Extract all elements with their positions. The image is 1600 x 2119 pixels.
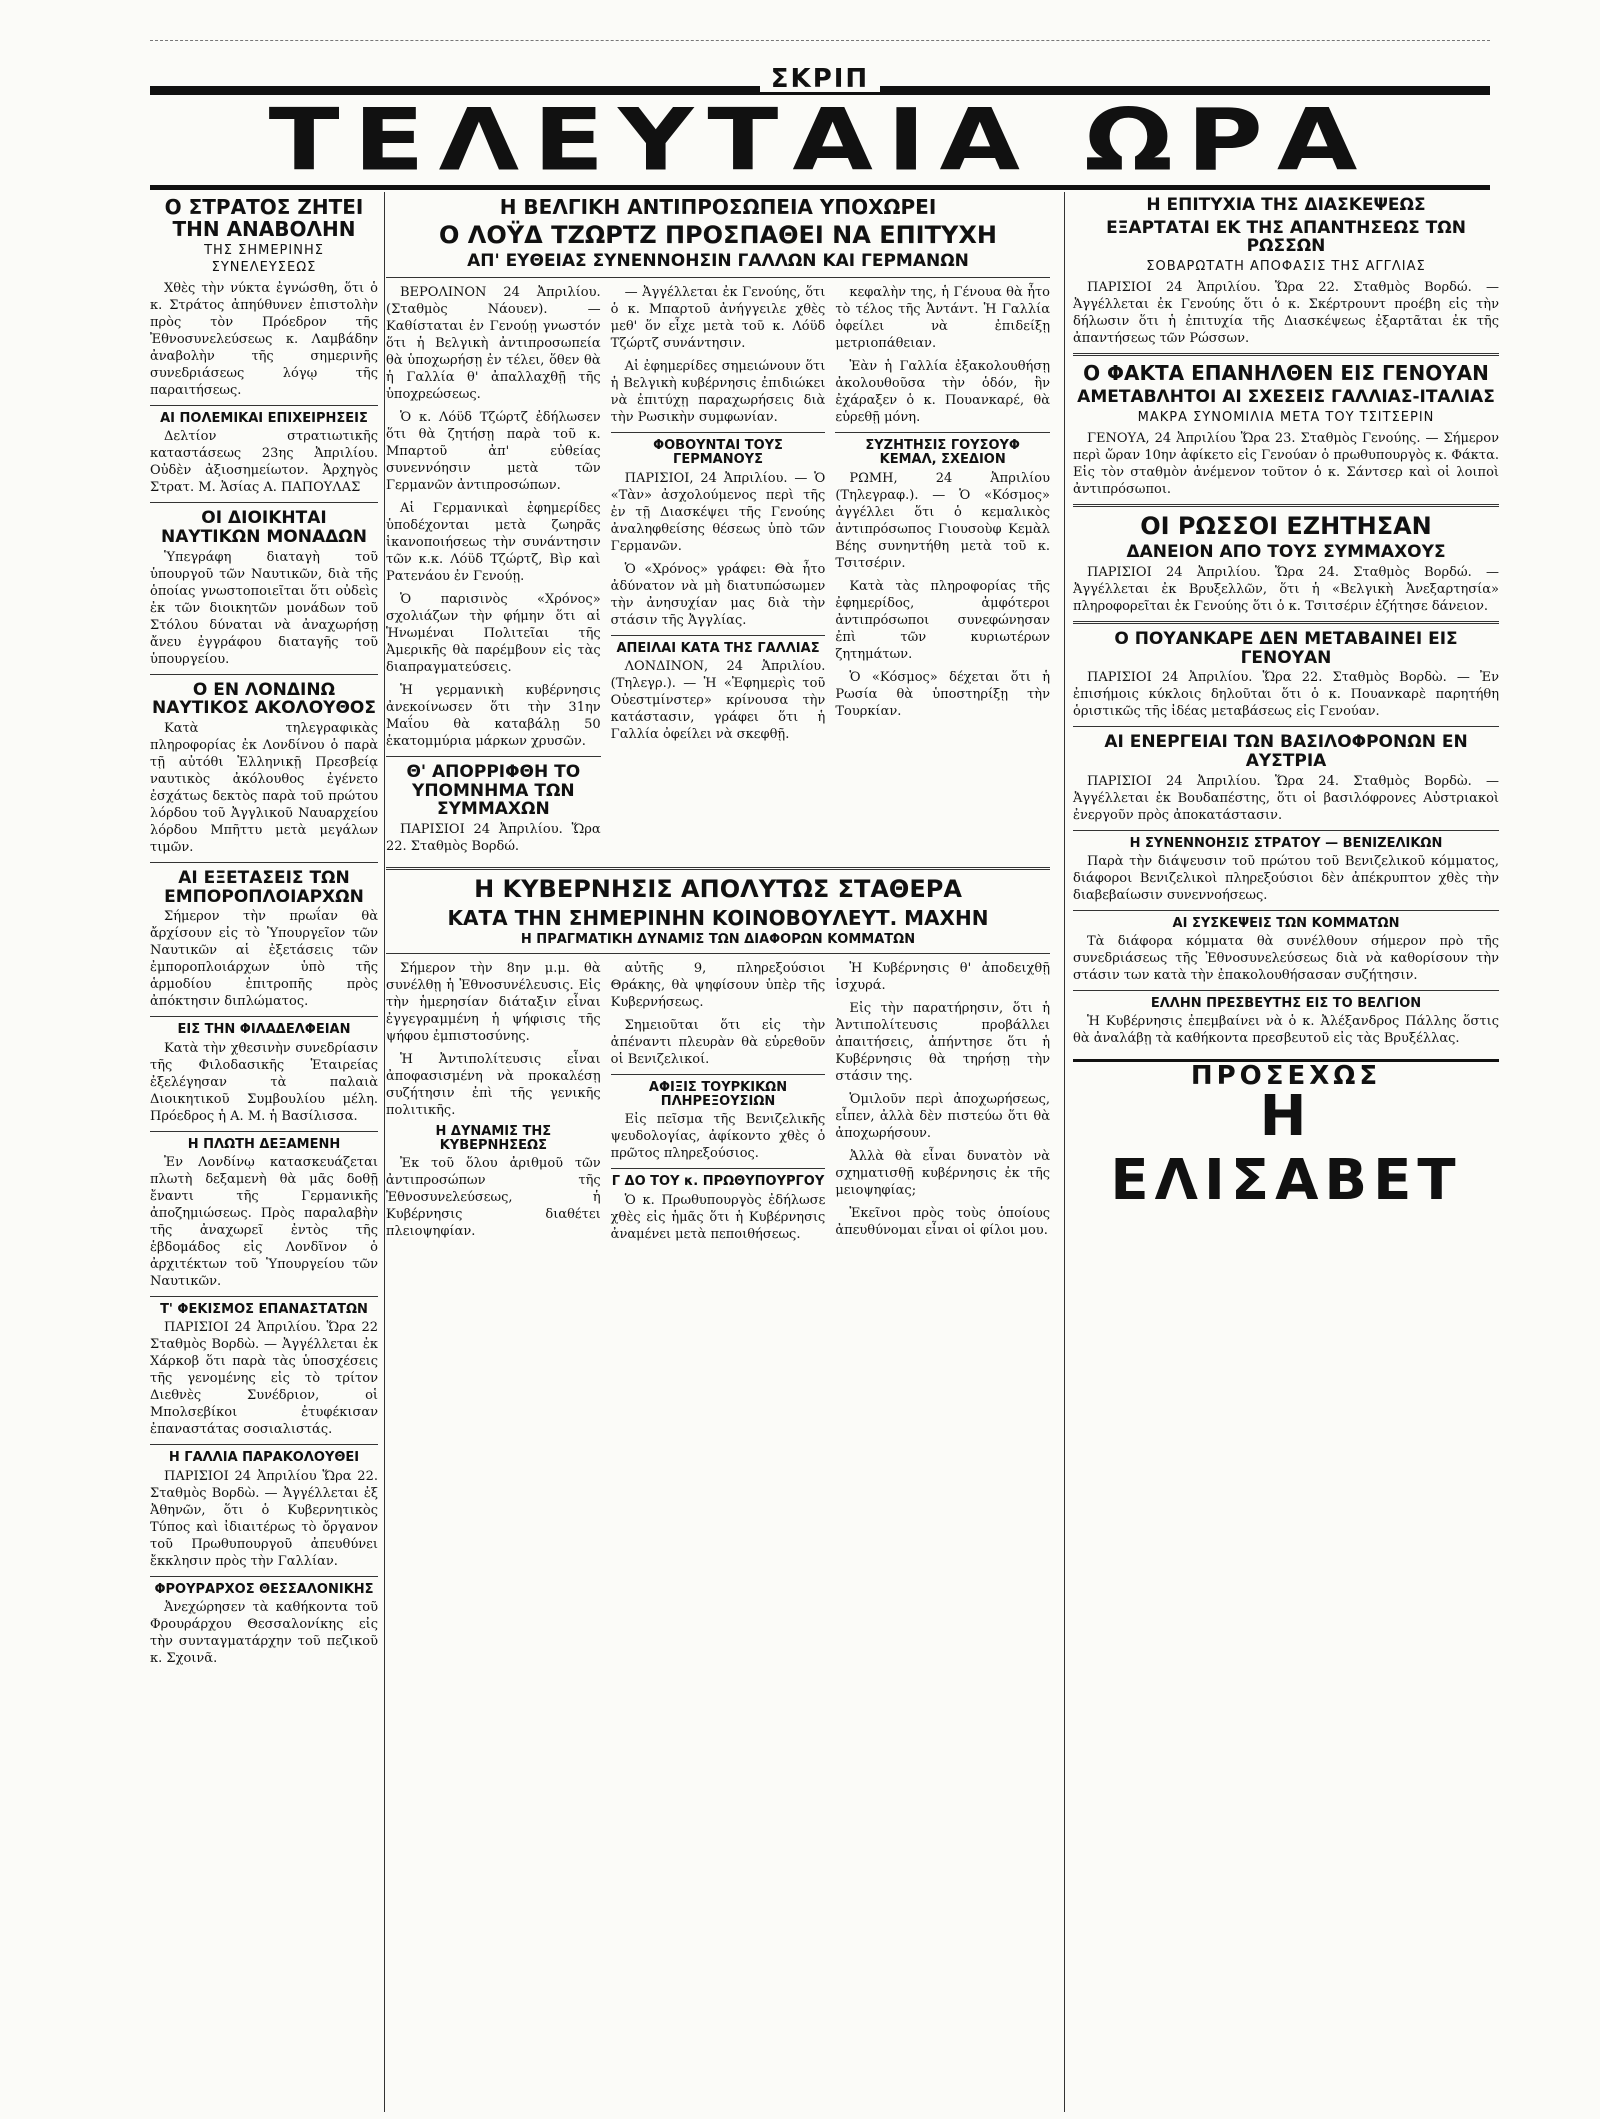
government-article-columns — [386, 960, 1050, 1249]
article-body: Δελτίον στρατιωτικῆς καταστάσεως 23ης Ἀπριλίου. Οὐδὲν ἀξιοσημείωτον. Ἀρχηγὸς Στρατ. Μ. Ἀσίας Α. ΠΑΠΟΥΛΑΣ — [150, 429, 378, 496]
double-divider — [1073, 621, 1499, 624]
gov-col-3 — [835, 960, 1050, 1249]
article-headline: ΑΙ ΣΥΣΚΕΨΕΙΣ ΤΩΝ ΚΟΜΜΑΤΩΝ — [1172, 915, 1400, 931]
advertisement — [1073, 1059, 1499, 1213]
article-body: Σήμερον τὴν πρωΐαν θὰ ἄρχίσουν εἰς τὸ Ὑπουργεῖον τῶν Ναυτικῶν αἱ ἐξετάσεις τῶν ἐμποροπλοιάρχων ὑπὸ τῆς ἁρμοδίου ἐπιτροπῆς πρὸς ἀπόκτησιν διπλώματος. — [150, 909, 378, 1010]
divider — [386, 953, 1050, 954]
article-headline: Η ΔΥΝΑΜΙΣ ΤΗΣ ΚΥΒΕΡΝΗΣΕΩΣ — [435, 1123, 552, 1154]
article-body: Ὑπεγράφη διαταγὴ τοῦ ὑπουργοῦ τῶν Ναυτικῶν, διὰ τῆς ὁποίας γνωστοποιεῖται ὅτι οὐδεὶς ἐκ τῶν διοικητῶν μονάδων τοῦ Στόλου δύναται νὰ ἀναχωρήσῃ ἄνευ ἐγγράφου διαταγῆς τοῦ ὑπουργείου. — [150, 549, 378, 667]
article-body: ΠΑΡΙΣΙΟΙ 24 Ἀπριλίου. Ὥρα 22 Σταθμὸς Βορδὼ. — Ἀγγέλλεται ἐκ Χάρκοβ ὅτι παρὰ τὰς ὑποσχέσεις τῆς γενομένης εἰς τὸ τρίτον Διεθνὲς Συνέδριον, οἱ Μπολσεβίκοι ἐτυφέκισαν ἐπαναστάτας σοσιαλιστάς. — [150, 1320, 378, 1438]
divider — [1073, 830, 1499, 831]
main-headline: Ο ΛΟΫΔ ΤΖΩΡΤΖ ΠΡΟΣΠΑΘΕΙ ΝΑ ΕΠΙΤΥΧΗ — [439, 221, 997, 249]
ad-line-2: Η ΕΛΙΣΑΒΕΤ — [1110, 1084, 1462, 1214]
article-body: αὐτῆς 9, πληρεξούσιοι Θράκης, θὰ ψηφίσουν ὑπὲρ τῆς Κυβερνήσεως. — [610, 960, 826, 1010]
divider — [150, 1016, 378, 1017]
main-article-col-1 — [386, 284, 601, 861]
article-headline: ΑΙ ΕΞΕΤΑΣΕΙΣ ΤΩΝ ΕΜΠΟΡΟΠΛΟΙΑΡΧΩΝ — [164, 868, 364, 907]
article-subhead: ΜΑΚΡΑ ΣΥΝΟΜΙΛΙΑ ΜΕΤΑ ΤΟΥ ΤΣΙΤΣΕΡΙΝ — [1137, 409, 1435, 425]
main-article-col-3 — [835, 284, 1050, 861]
article-body: ΠΑΡΙΣΙΟΙ 24 Ἀπριλίου. Ὥρα 22. Σταθμὸς Βορδώ. — Ἀγγέλλεται ἐκ Γενούης ὅτι ὁ κ. Σκέρτρουντ προέβη εἰς τὴν δήλωσιν ὅτι ἡ ἐπιτυχία τῆς Διασκέψεως ἐξαρτᾶται ἐκ τῆς ἀπαντήσεως τῶν Ρώσσων. — [1073, 280, 1499, 347]
article-body: Τὰ διάφορα κόμματα θὰ συνέλθουν σήμερον πρὸ τῆς συνεδριάσεως τῆς Ἐθνοσυνελεύσεως διὰ νὰ καθορίσουν τὴν στάσιν των κατὰ τὴν ἐπακολουθήσασαν συζήτησιν. — [1073, 934, 1499, 984]
divider — [611, 1074, 826, 1075]
newspaper-brand: ΣΚΡΙΠ — [760, 64, 880, 94]
article-headline: Η ΣΥΝΕΝΝΟΗΣΙΣ ΣΤΡΑΤΟΥ — ΒΕΝΙΖΕΛΙΚΩΝ — [1129, 835, 1443, 851]
main-article-columns — [386, 284, 1050, 861]
article-body: Ἐν Λονδίνῳ κατασκευάζεται πλωτὴ δεξαμενὴ θὰ μᾶς δοθῇ ἔναντι τῆς Γερμανικῆς ἀποζημιώσεως. Πρὸς παραλαβὴν τῆς ἀναχωρεῖ ἐντὸς τῆς ἑβδομάδος εἰς Λονδῖνον ὁ ἀρχιτέκτων τοῦ Ὑπουργείου τῶν Ναυτικῶν. — [150, 1155, 378, 1290]
article-body: Σήμερον τὴν 8ην μ.μ. θὰ συνέλθῃ ἡ Ἐθνοσυνέλευσις. Εἰς τὴν ἡμερησίαν διάταξιν εἶναι ἐγγεγραμμένη ἡ ψήφισις τῆς ψήφου ἐμπιστοσύνης. — [386, 960, 601, 1044]
article-headline: ΑΠΕΙΛΑΙ ΚΑΤΑ ΤΗΣ ΓΑΛΛΙΑΣ — [616, 640, 820, 656]
article-body: ΡΩΜΗ, 24 Ἀπριλίου (Τηλεγραφ.). — Ὁ «Κόσμος» ἀγγέλλει ὅτι ὁ κεμαλικὸς ἀντιπρόσωπος Γιουσοὺφ Κεμὰλ Βέης συνηντήθη μετὰ τοῦ κ. Τσιτσέριν. — [835, 470, 1050, 571]
article-body: Αἱ Γερμανικαὶ ἐφημερίδες ὑποδέχονται μετὰ ζωηρᾶς ἱκανοποιήσεως τὴν συνάντησιν τῶν κ.κ. Λόϋδ Τζώρτζ, Βὶρ καὶ Ρατενάου ἐν Γενούῃ. — [386, 501, 601, 585]
middle-section — [386, 192, 1050, 2112]
article-body: Ἡ Κυβέρνησις ἐπεμβαίνει νὰ ὁ κ. Ἀλέξανδρος Πάλλης ὅστις θὰ ἀναλάβῃ τὰ καθήκοντα πρεσβευτοῦ εἰς τὰς Βρυξέλλας. — [1073, 1014, 1499, 1047]
main-subheadline: ΑΠ' ΕΥΘΕΙΑΣ ΣΥΝΕΝΝΟΗΣΙΝ ΓΑΛΛΩΝ ΚΑΙ ΓΕΡΜΑΝΩΝ — [467, 251, 969, 272]
article-body: ΠΑΡΙΣΙΟΙ 24 Ἀπριλίου Ὥρα 22. Σταθμὸς Βορδὼ. — Ἀγγέλλεται ἐξ Ἀθηνῶν, ὅτι ὁ Κυβερνητικὸς Τύπος καὶ ἰδιαιτέρως τὸ ὄργανον τοῦ Πρωθυπουργοῦ ἀπευθύνει ἔκκλησιν πρὸς τὴν Γαλλίαν. — [150, 1468, 378, 1569]
main-article-col-2 — [611, 284, 826, 861]
masthead-title: ΤΕΛΕΥΤΑΙΑ ΩΡΑ — [268, 89, 1372, 191]
divider — [611, 432, 826, 433]
article-body: ΛΟΝΔΙΝΟΝ, 24 Ἀπριλίου. (Τηλεγρ.). — Ἡ «Ἐφημερὶς τοῦ Οὐεστμίνστερ» κρίνουσα τὴν κατάστασιν, γράφει ὅτι ἡ Γαλλία ὀφείλει νὰ σκεφθῇ. — [610, 658, 826, 742]
article-body: Σημειοῦται ὅτι εἰς τὴν ἀπέναντι πλευρὰν θὰ εὑρεθοῦν οἱ Βενιζελικοί. — [610, 1017, 826, 1067]
top-headline: Η ΒΕΛΓΙΚΗ ΑΝΤΙΠΡΟΣΩΠΕΙΑ ΥΠΟΧΩΡΕΙ — [499, 195, 937, 219]
divider — [611, 635, 826, 636]
double-divider — [1073, 353, 1499, 356]
article-headline: ΟΙ ΡΩΣΣΟΙ ΕΖΗΤΗΣΑΝ — [1140, 511, 1432, 540]
article-headline: Η ΠΛΩΤΗ ΔΕΞΑΜΕΝΗ — [187, 1136, 341, 1152]
article-subhead: Η ΠΡΑΓΜΑΤΙΚΗ ΔΥΝΑΜΙΣ ΤΩΝ ΔΙΑΦΟΡΩΝ ΚΟΜΜΑΤΩΝ — [520, 931, 916, 947]
article-body: Ὁ «Χρόνος» γράφει: Θὰ ἦτο ἀδύνατον νὰ μὴ διατυπώσωμεν τὴν ἀνησυχίαν μας διὰ τὴν στάσιν τῆς Ἀγγλίας. — [610, 561, 826, 628]
article-body: Ὁμιλοῦν περὶ ἀποχωρήσεως, εἶπεν, ἀλλὰ δὲν πιστεύω ὅτι θὰ ἀποχωρήσουν. — [835, 1091, 1050, 1141]
article-headline: ΑΦΙΞΙΣ ΤΟΥΡΚΙΚΩΝ ΠΛΗΡΕΞΟΥΣΙΩΝ — [648, 1079, 788, 1110]
article-body: Ὁ κ. Πρωθυπουργὸς ἐδήλωσε χθὲς εἰς ἡμᾶς ὅτι ἡ Κυβέρνησις ἀναμένει μετὰ πεποιθήσεως. — [610, 1192, 826, 1242]
article-headline: Ο ΣΤΡΑΤΟΣ ΖΗΤΕΙ ΤΗΝ ΑΝΑΒΟΛΗΝ — [164, 195, 364, 241]
article-headline: Ο ΠΟΥΑΝΚΑΡΕ ΔΕΝ ΜΕΤΑΒΑΙΝΕΙ ΕΙΣ ΓΕΝΟΥΑΝ — [1114, 628, 1458, 668]
article-body: — Ἀγγέλλεται ἐκ Γενούης, ὅτι ὁ κ. Μπαρτοῦ ἀνήγγειλε χθὲς μεθ' ὅν εἶχε μετὰ τοῦ κ. Λόϋδ Τζώρτζ συνάντησιν. — [610, 285, 826, 352]
article-body: Κατὰ τηλεγραφικὰς πληροφορίας ἐκ Λονδίνου ὁ παρὰ τῇ αὐτόθι Ἑλληνικῇ Πρεσβείᾳ ναυτικὸς ἀκόλουθος ἐγένετο ἐσχάτως δεκτὸς παρὰ τοῦ πρώτου λόρδου τοῦ Ἀγγλικοῦ Ναυαρχείου λόρδου Μπῆττυ μετὰ μεγάλων τιμῶν. — [150, 721, 378, 856]
article-headline: ΚΑΤΑ ΤΗΝ ΣΗΜΕΡΙΝΗΝ ΚΟΙΝΟΒΟΥΛΕΥΤ. ΜΑΧΗΝ — [447, 905, 989, 930]
double-divider — [1073, 504, 1499, 507]
article-headline: Η ΓΑΛΛΙΑ ΠΑΡΑΚΟΛΟΥΘΕΙ — [168, 1450, 360, 1466]
article-body: Κατὰ τὴν χθεσινὴν συνεδρίασιν τῆς Φιλοδασικῆς Ἑταιρείας ἐξελέγησαν τὰ παλαιὰ Διοικητικοῦ Συμβουλίου μέλη. Πρόεδρος ἡ Α. Μ. ἡ Βασίλισσα. — [150, 1040, 378, 1124]
divider — [386, 756, 601, 757]
divider — [1073, 726, 1499, 727]
article-headline: Θ' ΑΠΟΡΡΙΦΘΗ ΤΟ ΥΠΟΜΝΗΜΑ ΤΩΝ ΣΥΜΜΑΧΩΝ — [406, 762, 581, 820]
article-headline: ΑΙ ΕΝΕΡΓΕΙΑΙ ΤΩΝ ΒΑΣΙΛΟΦΡΟΝΩΝ ΕΝ ΑΥΣΤΡΙΑ — [1104, 732, 1468, 771]
article-body: Εἰς τὴν παρατήρησιν, ὅτι ἡ Ἀντιπολίτευσις προβάλλει ἀπαιτήσεις, ἀπήντησε ὅτι ἡ Κυβέρνησις θὰ τηρήσῃ τὴν στάσιν της. — [835, 1000, 1050, 1084]
article-headline: ΦΟΒΟΥΝΤΑΙ ΤΟΥΣ ΓΕΡΜΑΝΟΥΣ — [653, 438, 783, 468]
article-body: Ὁ κ. Λόϋδ Τζώρτζ ἐδήλωσεν ὅτι θὰ ζητήσῃ παρὰ τοῦ κ. Μπαρτοῦ ἀπ' εὐθείας συνεννόησιν μετὰ τῶν Γερμανῶν ἀντιπροσώπων. — [386, 410, 601, 494]
article-body: Εἰς πεῖσμα τῆς Βενιζελικῆς ψευδολογίας, ἀφίκοντο χθὲς ὁ πρῶτος πληρεξούσιος. — [610, 1112, 826, 1162]
article-body: Αἱ ἐφημερίδες σημειώνουν ὅτι ἡ Βελγικὴ κυβέρνησις ἐπιδιώκει νὰ ἐπιτύχῃ παραχωρήσεις διὰ τὴν Ρωσικὴν συμφωνίαν. — [610, 359, 826, 426]
article-headline: Ο ΦΑΚΤΑ ΕΠΑΝΗΛΘΕΝ ΕΙΣ ΓΕΝΟΥΑΝ — [1083, 361, 1489, 386]
article-headline: ΟΙ ΔΙΟΙΚΗΤΑΙ ΝΑΥΤΙΚΩΝ ΜΟΝΑΔΩΝ — [161, 508, 367, 547]
article-body: Ὁ παρισινὸς «Χρόνος» σχολιάζων τὴν φήμην ὅτι αἱ Ἡνωμέναι Πολιτεῖαι τῆς Ἀμερικῆς θὰ παρέμβουν εἰς τὰς διαπραγματεύσεις. — [386, 592, 601, 676]
divider — [150, 1444, 378, 1445]
article-subhead: ΤΗΣ ΣΗΜΕΡΙΝΗΣ ΣΥΝΕΛΕΥΣΕΩΣ — [204, 243, 324, 275]
divider — [150, 502, 378, 503]
article-body: Κατὰ τὰς πληροφορίας τῆς ἐφημερίδος, ἀμφότεροι ἀντιπρόσωποι συνεφώνησαν ἐπὶ τῶν κυριωτέρων ζητημάτων. — [835, 578, 1050, 662]
article-headline: Γ ΔΟ ΤΟΥ κ. ΠΡΩΘΥΠΟΥΡΓΟΥ — [611, 1174, 825, 1190]
article-headline: Ο ΕΝ ΛΟΝΔΙΝΩ ΝΑΥΤΙΚΟΣ ΑΚΟΛΟΥΘΟΣ — [152, 679, 376, 719]
masthead — [150, 89, 1490, 191]
article-body: ΒΕΡΟΛΙΝΟΝ 24 Ἀπριλίου. (Σταθμὸς Νάουεν). — Καθίσταται ἐν Γενούῃ γνωστόν ὅτι ἡ Βελγικὴ ἀντιπροσωπεία θὰ ὑποχωρήσῃ ἐν τέλει, ὅθεν θὰ ἡ Γαλλία θ' ἀπαλλαχθῇ τῆς ὑποχρεώσεως. — [386, 285, 601, 403]
left-column — [150, 192, 385, 2112]
article-body: ΠΑΡΙΣΙΟΙ 24 Ἀπριλίου. Ὥρα 24. Σταθμὸς Βορδὼ. — Ἀγγέλλεται ἐκ Βουδαπέστης, ὅτι οἱ βασιλόφρονες Αὐστριακοὶ ἐνεργοῦν πρὸς ἀποκατάστασιν. — [1073, 773, 1499, 823]
article-body: Ἡ Ἀντιπολίτευσις εἶναι ἀποφασισμένη νὰ προκαλέσῃ συζήτησιν ἐπὶ τῆς γενικῆς πολιτικῆς. — [386, 1051, 601, 1118]
article-headline: ΕΛΛΗΝ ΠΡΕΣΒΕΥΤΗΣ ΕΙΣ ΤΟ ΒΕΛΓΙΟΝ — [1150, 996, 1422, 1012]
article-body: ΠΑΡΙΣΙΟΙ 24 Ἀπριλίου. Ὥρα 22. Σταθμὸς Βορδώ. — [386, 822, 601, 855]
article-headline: ΣΥΖΗΤΗΣΙΣ ΓΟΥΣΟΥΦ ΚΕΜΑΛ, ΣΧΕΔΙΟΝ — [865, 438, 1020, 468]
gov-col-1 — [386, 960, 601, 1249]
divider — [150, 1296, 378, 1297]
article-headline: Η ΕΠΙΤΥΧΙΑ ΤΗΣ ΔΙΑΣΚΕΨΕΩΣ — [1146, 195, 1426, 215]
article-headline: ΦΡΟΥΡΑΡΧΟΣ ΘΕΣΣΑΛΟΝΙΚΗΣ — [154, 1581, 374, 1597]
article-body: Ἡ Κυβέρνησις θ' ἀποδειχθῇ ἰσχυρά. — [835, 960, 1050, 993]
double-divider — [386, 867, 1050, 870]
article-body: Ἐκ τοῦ ὅλου ἀριθμοῦ τῶν ἀντιπροσώπων τῆς Ἐθνοσυνελεύσεως, ἡ Κυβέρνησις διαθέτει πλειοψηφίαν. — [386, 1156, 601, 1240]
article-headline: Τ' ΦΕΚΙΣΜΟΣ ΕΠΑΝΑΣΤΑΤΩΝ — [160, 1302, 368, 1318]
article-headline: ΑΙ ΠΟΛΕΜΙΚΑΙ ΕΠΙΧΕΙΡΗΣΕΙΣ — [160, 411, 368, 426]
article-body: Ἀλλὰ θὰ εἶναι δυνατὸν νὰ σχηματισθῇ κυβέρνησις ἐκ τῆς μειοψηφίας; — [835, 1148, 1050, 1198]
article-headline: ΑΜΕΤΑΒΛΗΤΟΙ ΑΙ ΣΧΕΣΕΙΣ ΓΑΛΛΙΑΣ-ΙΤΑΛΙΑΣ — [1077, 387, 1495, 408]
divider — [150, 862, 378, 863]
article-body: ΠΑΡΙΣΙΟΙ, 24 Ἀπριλίου. — Ὁ «Τὰν» ἀσχολούμενος περὶ τῆς ἐν τῇ Διασκέψει τῆς Γενούης ἀναληφθείσης θέσεως ὑπὸ τῶν Γερμανῶν. — [610, 470, 826, 554]
article-headline: Η ΚΥΒΕΡΝΗΣΙΣ ΑΠΟΛΥΤΩΣ ΣΤΑΘΕΡΑ — [474, 875, 962, 904]
article-body: κεφαλὴν της, ἡ Γένουα θὰ ἦτο τὸ τέλος τῆς Ἀντάντ. Ἡ Γαλλία ὀφείλει νὰ ἐπιδείξῃ μετριοπάθειαν. — [835, 285, 1050, 352]
gov-col-2 — [611, 960, 826, 1249]
divider — [150, 1131, 378, 1132]
right-column — [1064, 192, 1499, 2112]
top-rule — [150, 40, 1490, 41]
article-body: Ἐὰν ἡ Γαλλία ἐξακολουθήσῃ ἀκολουθοῦσα τὴν ὁδόν, ἣν ἐχάραξεν ὁ κ. Πουανκαρέ, θὰ εὑρεθῇ μόνη. — [835, 359, 1050, 426]
article-headline: ΔΑΝΕΙΟΝ ΑΠΟ ΤΟΥΣ ΣΥΜΜΑΧΟΥΣ — [1126, 542, 1446, 563]
divider — [150, 674, 378, 675]
divider — [1073, 990, 1499, 991]
article-subhead: ΣΟΒΑΡΩΤΑΤΗ ΑΠΟΦΑΣΙΣ ΤΗΣ ΑΓΓΛΙΑΣ — [1146, 259, 1426, 275]
divider — [1073, 910, 1499, 911]
article-headline: ΕΙΣ ΤΗΝ ΦΙΛΑΔΕΛΦΕΙΑΝ — [177, 1022, 351, 1038]
article-body: ΠΑΡΙΣΙΟΙ 24 Ἀπριλίου. Ὥρα 22. Σταθμὸς Βορδὼ. — Ἐν ἐπισήμοις κύκλοις δηλοῦται ὅτι ὁ κ. Πουανκαρὲ παρητήθη ὁριστικῶς τῆς ἰδέας μεταβάσεως εἰς Γενούαν. — [1073, 670, 1499, 720]
divider — [150, 1576, 378, 1577]
article-body: Χθὲς τὴν νύκτα ἐγνώσθη, ὅτι ὁ κ. Στράτος ἀπηύθυνεν ἐπιστολὴν πρὸς τὸν Πρόεδρον τῆς Ἐθνοσυνελεύσεως κ. Λαμβάδην ἀναβολὴν τῆς σημερινῆς συνεδριάσεως λόγῳ τῆς παραιτήσεως. — [150, 281, 378, 398]
divider — [150, 405, 378, 406]
divider — [386, 277, 1050, 278]
article-body: Παρὰ τὴν διάψευσιν τοῦ πρώτου τοῦ Βενιζελικοῦ κόμματος, διάφοροι Βενιζελικοὶ πληρεξούσιοι δὲν ἀπέκρυπτον χθὲς τὴν διαβεβαίωσιν συνεννοήσεως. — [1073, 853, 1499, 903]
article-body: ΓΕΝΟΥΑ, 24 Ἀπριλίου Ὥρα 23. Σταθμὸς Γενούης. — Σήμερον περὶ ὥραν 10ην ἀφίκετο εἰς Γενούαν ὁ πρωθυπουργὸς κ. Φάκτα. Εἰς τὸν σταθμὸν ἀνέμενον τοῦτον ὁ κ. Σάντσερ καὶ οἱ λοιποὶ ἀντιπρόσωποι. — [1073, 430, 1499, 497]
article-body: Ἐκεῖνοι πρὸς τοὺς ὁποίους ἀπευθύνομαι εἶναι οἱ φίλοι μου. — [835, 1205, 1050, 1238]
article-headline: ΕΞΑΡΤΑΤΑΙ ΕΚ ΤΗΣ ΑΠΑΝΤΗΣΕΩΣ ΤΩΝ ΡΩΣΣΩΝ — [1106, 217, 1466, 257]
article-body: Ἀνεχώρησεν τὰ καθήκοντα τοῦ Φρουράρχου Θεσσαλονίκης εἰς τὴν συνταγματάρχην τοῦ πεζικοῦ κ. Σχοινᾶ. — [150, 1599, 378, 1666]
ad-line-1: ΠΡΟΣΕΧΩΣ — [1190, 1061, 1382, 1092]
divider — [835, 432, 1050, 433]
article-body: Ἡ γερμανικὴ κυβέρνησις ἀνεκοίνωσεν ὅτι τὴν 31ην Μαΐου θὰ καταβάλῃ 50 ἑκατομμύρια μάρκων χρυσῶν. — [386, 683, 601, 750]
divider — [611, 1168, 826, 1169]
article-body: ΠΑΡΙΣΙΟΙ 24 Ἀπριλίου. Ὥρα 24. Σταθμὸς Βορδώ. — Ἀγγέλλεται ἐκ Βρυξελλῶν, ὅτι ἡ «Βελγικὴ Ἀνεξαρτησία» πληροφορεῖται ἐκ Γενούης ὅτι ὁ κ. Τσιτσέριν ἐζήτησε δάνειον. — [1073, 564, 1499, 614]
article-body: Ὁ «Κόσμος» δέχεται ὅτι ἡ Ρωσία θὰ ὑποστηρίξῃ τὴν Τουρκίαν. — [835, 669, 1050, 719]
